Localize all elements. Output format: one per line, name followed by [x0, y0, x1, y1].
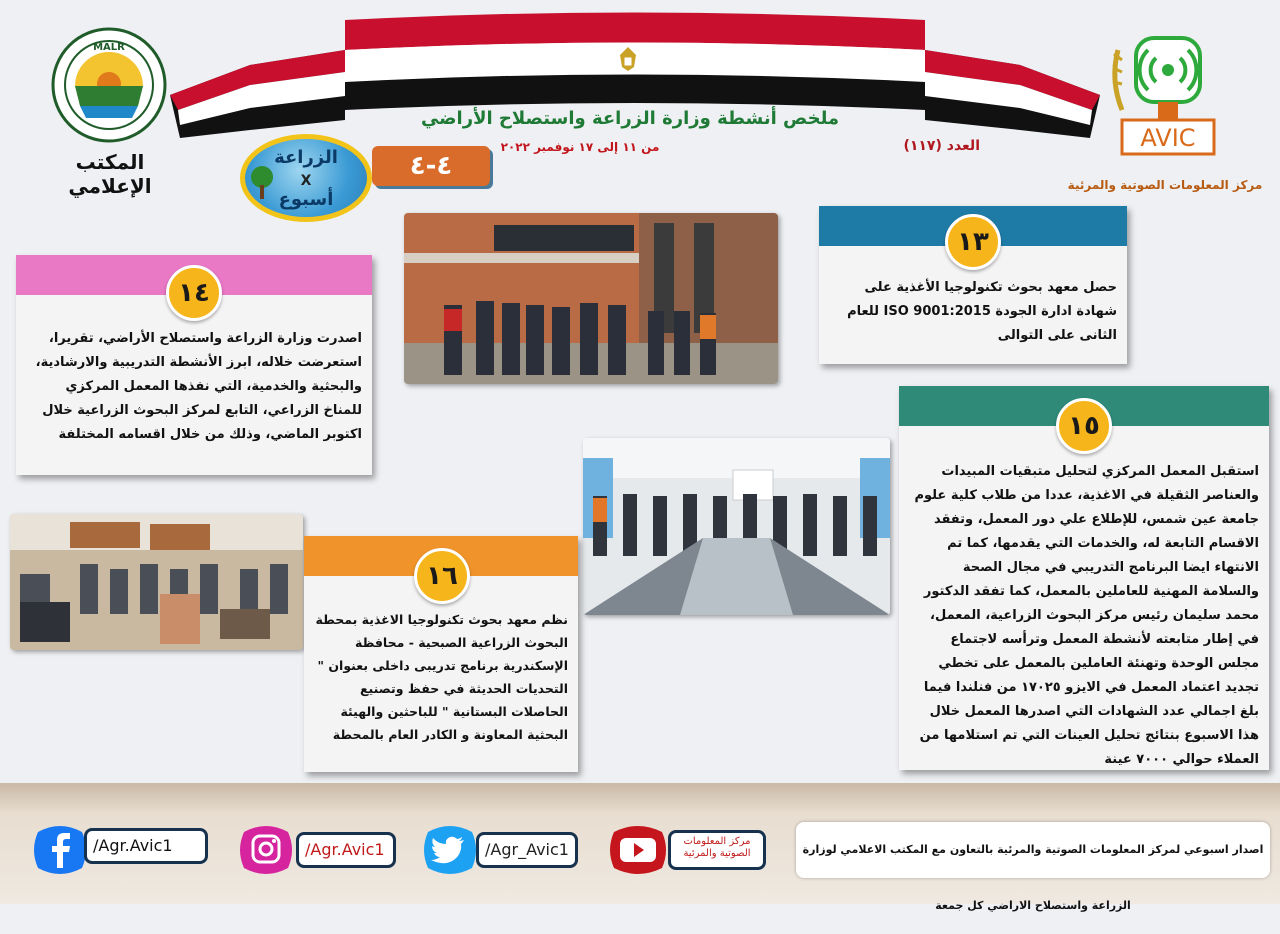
avic-logo — [1100, 30, 1220, 160]
media-office-label: المكتب الإعلامي — [68, 150, 152, 198]
tree-icon — [248, 165, 276, 201]
news-card-14 — [16, 255, 372, 475]
card-14-text: اصدرت وزارة الزراعة واستصلاح الأراضي، تقريرا، استعرضت خلاله، ابرز الأنشطة التدريبية والارشادية، والبحثية والخدمية، التي نفذها المعمل المركزي للمناخ الزراعي، التابع لمركز البحوث الزراعية خلال اكتوبر الماضي، وذلك من خلال اقسامه المختلفة — [35, 331, 362, 442]
card-13-text: حصل معهد بحوث تكنولوجيا الأغذية على شهادة ادارة الجودة ISO 9001:2015 للعام الثانى على التوالى — [847, 280, 1117, 343]
weekly-line-1: الزراعة — [274, 147, 338, 168]
twitter-icon — [420, 822, 480, 878]
card-14-number: ١٤ — [166, 265, 222, 321]
twitter-handle: /Agr_Avic1 — [476, 832, 578, 868]
instagram-icon — [236, 822, 296, 878]
footer-publication-note: اصدار اسبوعي لمركز المعلومات الصوتية والمرئية بالتعاون مع المكتب الاعلامي لوزارة الزراعة واستصلاح الاراضي كل جمعة — [796, 822, 1270, 878]
youtube-channel: مركز المعلومات الصوتية والمرئية — [668, 830, 766, 870]
weekly-line-2: X — [300, 173, 312, 189]
card-16-number: ١٦ — [414, 548, 470, 604]
facebook-link[interactable] — [30, 822, 210, 872]
card-15-text: استقبل المعمل المركزي لتحليل متبقيات المبيدات والعناصر الثقيلة في الاغذية، عددا من طلاب كلية علوم جامعة عين شمس، للإطلاع علي دور المعمل، وتفقد الاقسام التابعة له، والخدمات التي يقدمها، كما تم الانتهاء ايضا البرنامج التدريبي في مجال الصحة والسلامة المهنية للعاملين بالمعمل، كما تفقد الدكتور محمد سليمان رئيس مركز البحوث الزراعية، المعمل، في إطار متابعته لأنشطة المعمل وترأسه لاجتماع مجلس الوحدة وتهنئة العاملين بالمعمل على تخطي تجديد اعتماد المعمل في الايزو ١٧٠٢٥ من فنلندا فيما بلغ اجمالي عدد الشهادات التي اصدرها المعمل خلال هذا الاسبوع بنتائج تحليل العينات التي تم استلامها من العملاء حوالي ٧٠٠٠ عينة — [914, 464, 1259, 767]
news-card-16 — [304, 536, 578, 772]
avic-logo-text: AVIC — [1140, 124, 1196, 152]
news-card-15 — [899, 386, 1269, 770]
weekly-line-3: أسبوع — [278, 189, 334, 210]
twitter-link[interactable] — [420, 822, 580, 872]
page-title: ملخص أنشطة وزارة الزراعة واستصلاح الأراضي — [420, 108, 840, 129]
avic-label: مركز المعلومات الصوتية والمرئية — [1067, 178, 1263, 192]
facebook-handle: /Agr.Avic1 — [84, 828, 208, 864]
youtube-icon — [606, 822, 670, 878]
card-15-number: ١٥ — [1056, 398, 1112, 454]
instagram-handle: /Agr.Avic1 — [296, 832, 396, 868]
youtube-link[interactable] — [606, 822, 768, 872]
news-card-13 — [819, 206, 1127, 364]
date-badge: ٤-٤ — [372, 146, 490, 186]
malr-logo — [50, 26, 168, 144]
instagram-link[interactable] — [236, 822, 398, 872]
facebook-icon — [30, 822, 90, 878]
card-13-number: ١٣ — [945, 214, 1001, 270]
photo-training — [10, 514, 303, 650]
photo-group-iso — [404, 213, 778, 384]
date-range: من ١١ إلى ١٧ نوفمبر ٢٠٢٢ — [500, 140, 660, 154]
malr-logo-text: MALR — [93, 42, 125, 53]
card-16-text: نظم معهد بحوث تكنولوجيا الاغذية بمحطة البحوث الزراعية الصبحية - محافظة الإسكندرية برنامج تدريبى داخلى بعنوان " التحديات الحديثة في حفظ وتصنيع الحاصلات البستانية " للباحثين والهيئة البحثية المعاونة و الكادر العام بالمحطة — [315, 612, 568, 742]
issue-number: العدد (١١٧) — [903, 138, 980, 154]
photo-lab-visit — [583, 438, 890, 615]
